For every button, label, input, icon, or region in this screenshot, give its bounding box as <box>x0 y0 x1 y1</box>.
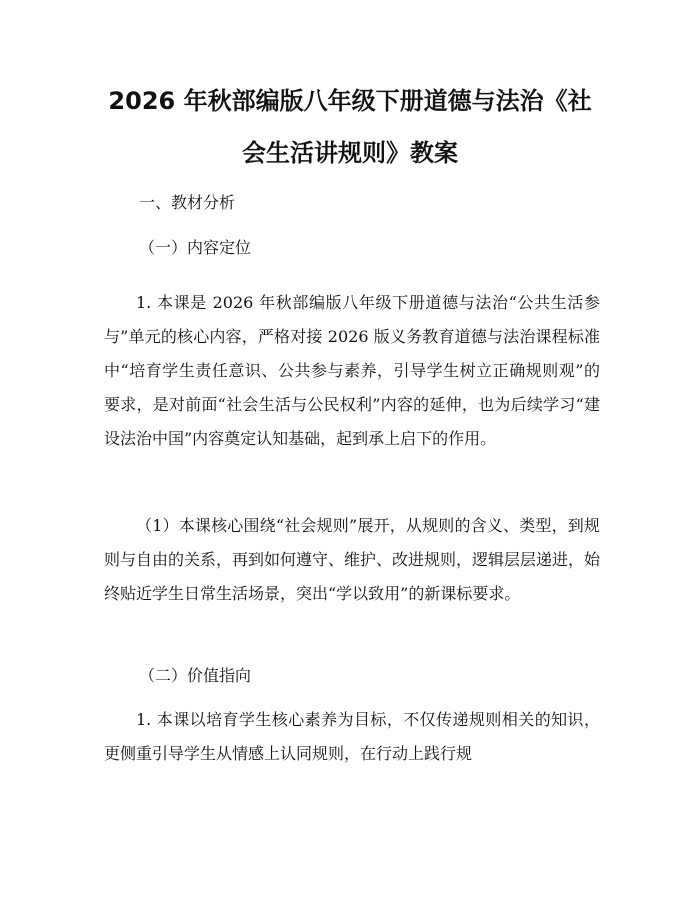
paragraph-lesson-positioning: 1. 本课是 2026 年秋部编版八年级下册道德与法治“公共生活参与”单元的核心内容，严格对接 2026 版义务教育道德与法治课程标准中“培育学生责任意识、公共参与素养，引导学生树立正确规则观”的要求，是对前面“社会生活与公民权利”内容的延伸，也为后续学习“建设法治中国”内容奠定认知基础，起到承上启下的作用。 <box>104 293 600 448</box>
document-title-line-2: 会生活讲规则》教案 <box>242 139 458 167</box>
subsection-heading-value-orientation: （二）价值指向 <box>139 666 252 685</box>
section-heading-textbook-analysis: 一、教材分析 <box>139 193 236 212</box>
paragraph-value-orientation: 1. 本课以培育学生核心素养为目标，不仅传递规则相关的知识，更侧重引导学生从情感上认同规则，在行动上践行规 <box>104 710 600 763</box>
document-title-line-1: 2026 年秋部编版八年级下册道德与法治《社 <box>108 87 592 115</box>
paragraph-lesson-core: （1）本课核心围绕“社会规则”展开，从规则的含义、类型，到规则与自由的关系，再到如何遵守、维护、改进规则，逻辑层层递进，始终贴近学生日常生活场景，突出“学以致用”的新课标要求。 <box>104 516 601 603</box>
subsection-heading-content-positioning: （一）内容定位 <box>139 238 252 257</box>
